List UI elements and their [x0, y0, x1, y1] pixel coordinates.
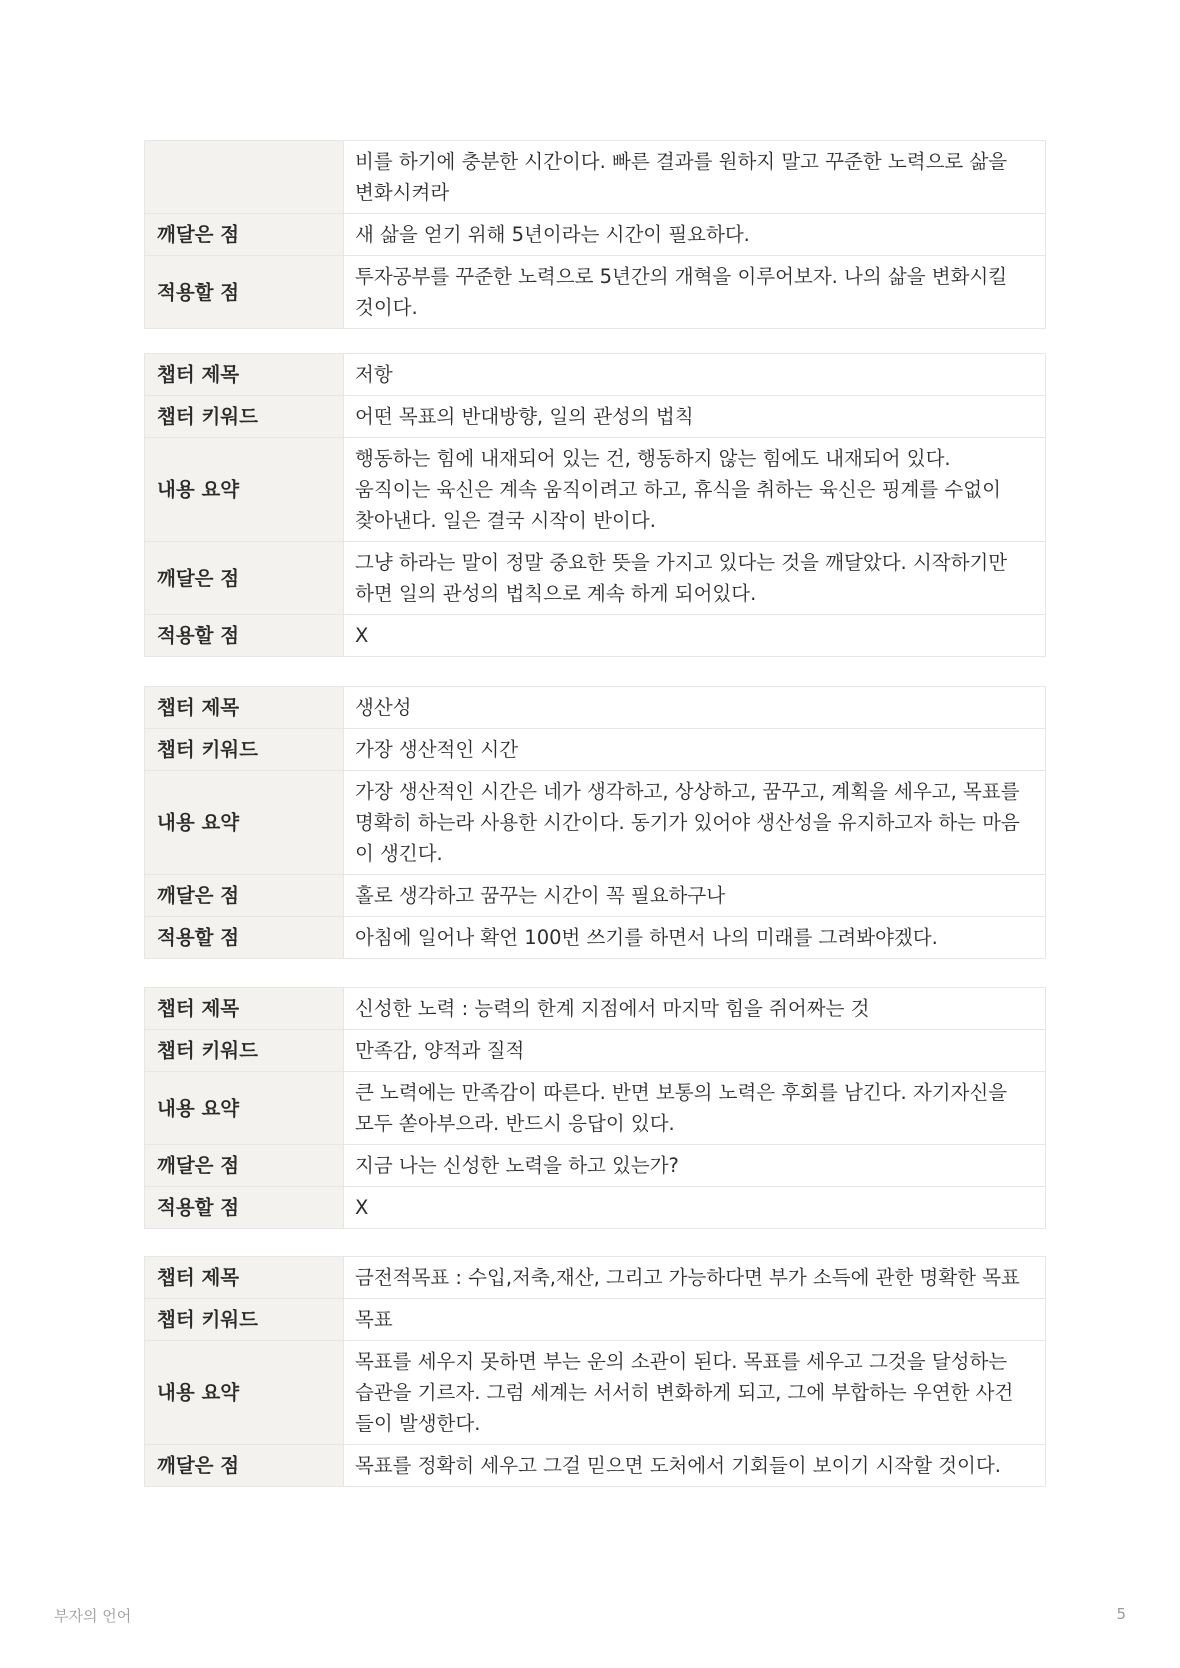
row-key: 깨달은 점 — [145, 1445, 344, 1487]
table-row — [145, 542, 1046, 615]
row-value: 아침에 일어나 확언 100번 쓰기를 하면서 나의 미래를 그려봐야겠다. — [344, 917, 1046, 959]
row-key: 적용할 점 — [145, 615, 344, 657]
row-key: 적용할 점 — [145, 1187, 344, 1229]
row-key — [145, 141, 344, 214]
row-key: 챕터 제목 — [145, 354, 344, 396]
row-key: 적용할 점 — [145, 917, 344, 959]
footer-title: 부자의 언어 — [54, 1607, 132, 1625]
row-key: 깨달은 점 — [145, 542, 344, 615]
row-key: 챕터 키워드 — [145, 1299, 344, 1341]
table-row — [145, 1299, 1046, 1341]
table-row — [145, 1341, 1046, 1445]
row-value: 지금 나는 신성한 노력을 하고 있는가? — [344, 1145, 1046, 1187]
table-row — [145, 214, 1046, 256]
row-value: 그냥 하라는 말이 정말 중요한 뜻을 가지고 있다는 것을 깨달았다. 시작하기만 하면 일의 관성의 법칙으로 계속 하게 되어있다. — [344, 542, 1046, 615]
row-key: 챕터 키워드 — [145, 396, 344, 438]
table-row — [145, 396, 1046, 438]
table-row — [145, 917, 1046, 959]
row-value: X — [344, 615, 1046, 657]
row-key: 내용 요약 — [145, 1341, 344, 1445]
row-value: 가장 생산적인 시간은 네가 생각하고, 상상하고, 꿈꾸고, 계획을 세우고, 목표를 명확히 하는라 사용한 시간이다. 동기가 있어야 생산성을 유지하고자 하는 마음 이 생긴다. — [344, 771, 1046, 875]
chapter-table-3 — [144, 686, 1046, 959]
chapter-table-1 — [144, 140, 1046, 329]
row-value: 가장 생산적인 시간 — [344, 729, 1046, 771]
table-row — [145, 615, 1046, 657]
table-row — [145, 729, 1046, 771]
chapter-table-2 — [144, 353, 1046, 657]
chapter-table-4 — [144, 987, 1046, 1229]
row-value: 금전적목표 : 수입,저축,재산, 그리고 가능하다면 부가 소득에 관한 명확한 목표 — [344, 1257, 1046, 1299]
row-key: 챕터 제목 — [145, 687, 344, 729]
table-row — [145, 256, 1046, 329]
row-value: 큰 노력에는 만족감이 따른다. 반면 보통의 노력은 후회를 남긴다. 자기자신을 모두 쏟아부으라. 반드시 응답이 있다. — [344, 1072, 1046, 1145]
row-value: 투자공부를 꾸준한 노력으로 5년간의 개혁을 이루어보자. 나의 삶을 변화시킬 것이다. — [344, 256, 1046, 329]
row-key: 내용 요약 — [145, 1072, 344, 1145]
table-row — [145, 1445, 1046, 1487]
row-key: 챕터 키워드 — [145, 1030, 344, 1072]
page-number: 5 — [1116, 1605, 1126, 1623]
row-value: 행동하는 힘에 내재되어 있는 건, 행동하지 않는 힘에도 내재되어 있다. 움직이는 육신은 계속 움직이려고 하고, 휴식을 취하는 육신은 핑계를 수없이 찾아낸다. 일은 결국 시작이 반이다. — [344, 438, 1046, 542]
table-row — [145, 1072, 1046, 1145]
table-row — [145, 875, 1046, 917]
row-key: 챕터 제목 — [145, 988, 344, 1030]
table-row — [145, 1257, 1046, 1299]
row-value: 비를 하기에 충분한 시간이다. 빠른 결과를 원하지 말고 꾸준한 노력으로 삶을 변화시켜라 — [344, 141, 1046, 214]
row-key: 내용 요약 — [145, 438, 344, 542]
row-value: 생산성 — [344, 687, 1046, 729]
row-value: 새 삶을 얻기 위해 5년이라는 시간이 필요하다. — [344, 214, 1046, 256]
row-value: 목표를 세우지 못하면 부는 운의 소관이 된다. 목표를 세우고 그것을 달성하는 습관을 기르자. 그럼 세계는 서서히 변화하게 되고, 그에 부합하는 우연한 사건 들이 발생한다. — [344, 1341, 1046, 1445]
table-row — [145, 141, 1046, 214]
row-value: 목표를 정확히 세우고 그걸 믿으면 도처에서 기회들이 보이기 시작할 것이다. — [344, 1445, 1046, 1487]
table-row — [145, 1145, 1046, 1187]
table-row — [145, 988, 1046, 1030]
table-row — [145, 771, 1046, 875]
table-row — [145, 1030, 1046, 1072]
table-row — [145, 1187, 1046, 1229]
row-key: 깨달은 점 — [145, 1145, 344, 1187]
row-value: 저항 — [344, 354, 1046, 396]
row-value: X — [344, 1187, 1046, 1229]
table-row — [145, 438, 1046, 542]
row-value: 목표 — [344, 1299, 1046, 1341]
row-key: 챕터 제목 — [145, 1257, 344, 1299]
row-value: 신성한 노력 : 능력의 한계 지점에서 마지막 힘을 쥐어짜는 것 — [344, 988, 1046, 1030]
row-value: 어떤 목표의 반대방향, 일의 관성의 법칙 — [344, 396, 1046, 438]
row-key: 깨달은 점 — [145, 214, 344, 256]
table-row — [145, 354, 1046, 396]
row-key: 깨달은 점 — [145, 875, 344, 917]
table-row — [145, 687, 1046, 729]
row-key: 내용 요약 — [145, 771, 344, 875]
row-value: 홀로 생각하고 꿈꾸는 시간이 꼭 필요하구나 — [344, 875, 1046, 917]
row-key: 적용할 점 — [145, 256, 344, 329]
row-value: 만족감, 양적과 질적 — [344, 1030, 1046, 1072]
chapter-table-5 — [144, 1256, 1046, 1487]
row-key: 챕터 키워드 — [145, 729, 344, 771]
